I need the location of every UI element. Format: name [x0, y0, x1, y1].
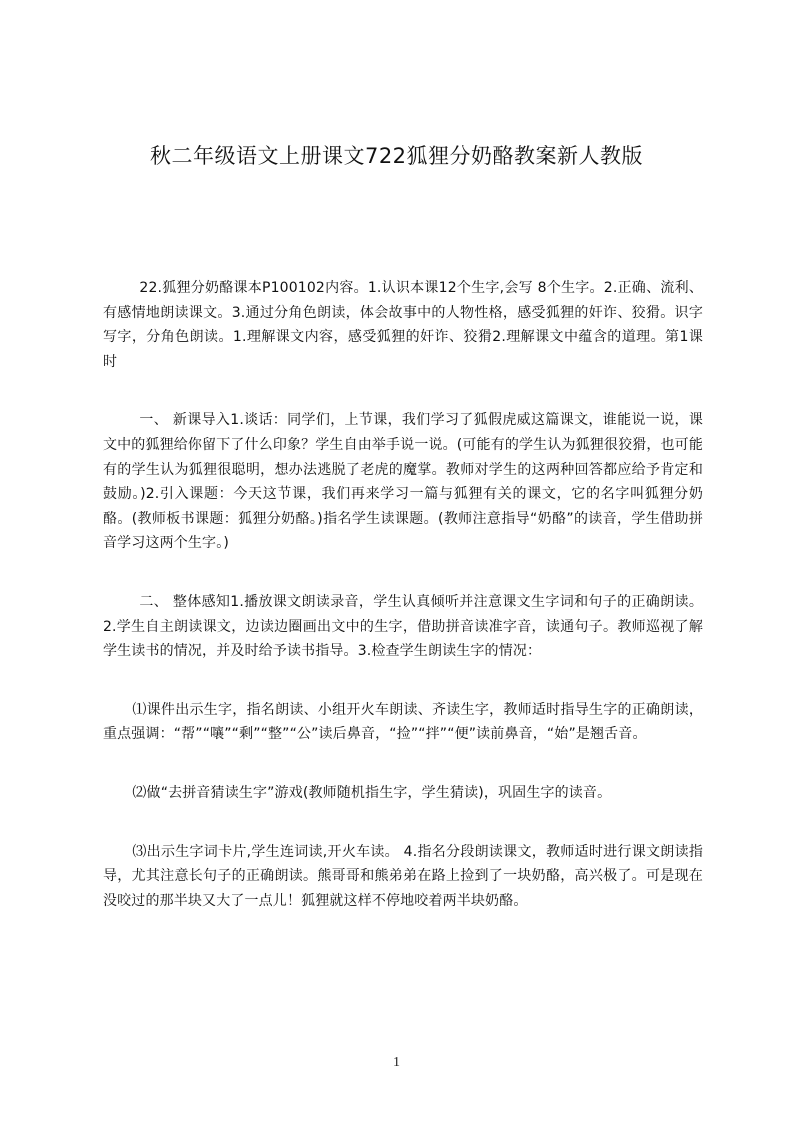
- paragraph-overall-perception: 二、 整体感知1.播放课文朗读录音，学生认真倾听并注意课文生字词和句子的正确朗读。2.学生自主朗读课文，边读边圈画出文中的生字，借助拼音读准字音，读通句子。教师巡视了解学生读书的情况，并及时给予读书指导。3.检查学生朗读生字的情况：: [103, 593, 703, 660]
- paragraph-item-1: ⑴课件出示生字，指名朗读、小组开火车朗读、齐读生字，教师适时指导生字的正确朗读，重点强调：“帮”“嚷”“剩”“整”“公”读后鼻音，“捡”“拌”“便”读前鼻音，“始”是翘舌音。: [103, 701, 703, 743]
- document-title: 秋二年级语文上册课文722狐狸分奶酪教案新人教版: [149, 144, 644, 168]
- page-number: 1: [393, 1055, 400, 1070]
- paragraph-item-3: ⑶出示生字词卡片,学生连词读,开火车读。 4.指名分段朗读课文，教师适时进行课文朗读指导，尤其注意长句子的正确朗读。熊哥哥和熊弟弟在路上捡到了一块奶酪，高兴极了。可是现在没咬过的那半块又大了一点儿！狐狸就这样不停地咬着两半块奶酪。: [103, 843, 703, 909]
- paragraph-item-2: ⑵做“去拼音猜读生字”游戏(教师随机指生字，学生猜读)，巩固生字的读音。: [132, 784, 612, 801]
- paragraph-new-lesson-intro: 一、 新课导入1.谈话：同学们，上节课，我们学习了狐假虎威这篇课文，谁能说一说，课文中的狐狸给你留下了什么印象？学生自由举手说一说。(可能有的学生认为狐狸很狡猾，也可能有的学生认为狐狸很聪明，想办法逃脱了老虎的魔掌。教师对学生的这两种回答都应给予肯定和鼓励。)2.引入课题：今天这节课，我们再来学习一篇与狐狸有关的课文，它的名字叫狐狸分奶酪。(教师板书课题：狐狸分奶酪。)指名学生读课题。(教师注意指导“奶酪”的读音，学生借助拼音学习这两个生字。): [103, 412, 703, 552]
- paragraph-lesson-overview: 22.狐狸分奶酪课本P100102内容。1.认识本课12个生字,会写 8个生字。2.正确、流利、有感情地朗读课文。3.通过分角色朗读，体会故事中的人物性格，感受狐狸的奸诈、狡猾。识字写字，分角色朗读。1.理解课文内容，感受狐狸的奸诈、狡猾2.理解课文中蕴含的道理。第1课时: [103, 280, 703, 370]
- document-body: [103, 276, 703, 947]
